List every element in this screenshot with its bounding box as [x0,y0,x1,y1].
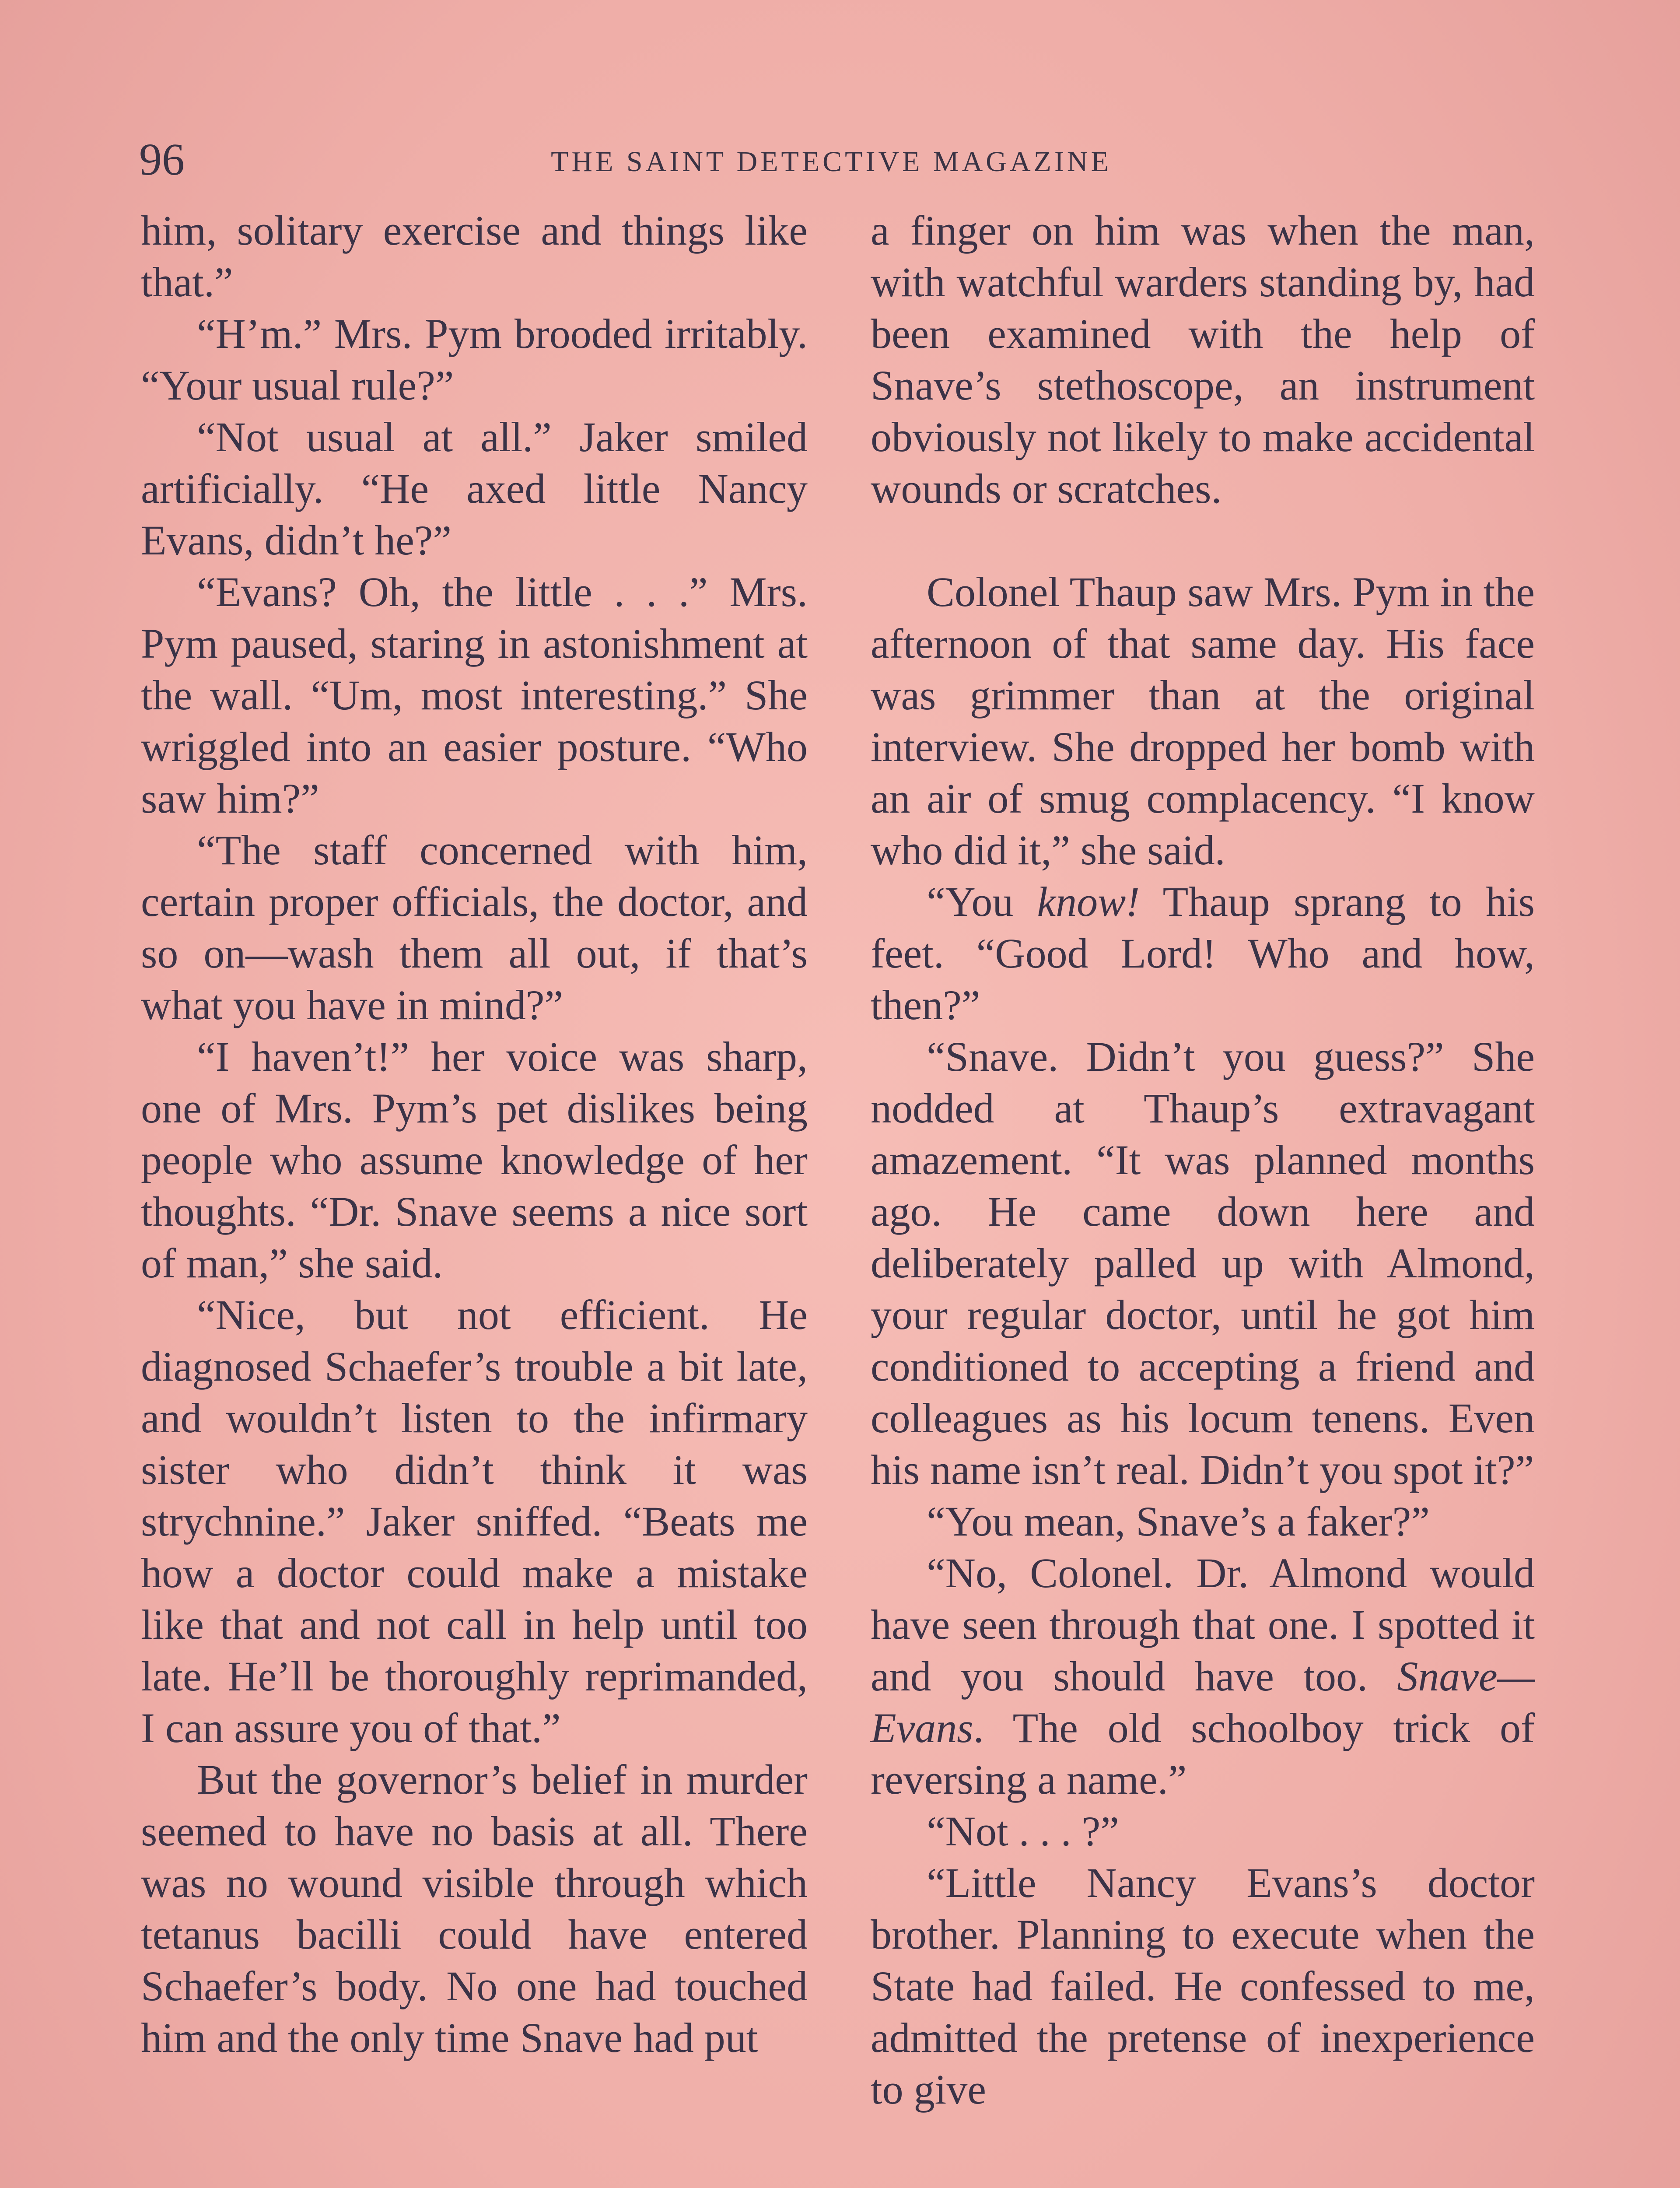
left-column [141,205,808,2064]
paragraph: “H’m.” Mrs. Pym brooded irritably. “Your usual rule?” [141,310,808,409]
paragraph: “Not . . . ?” [927,1808,1119,1855]
paragraph [871,1547,1535,1806]
page-number: 96 [139,134,185,185]
paragraph: “Evans? Oh, the little . . .” Mrs. Pym paused, staring in astonishment at the wall. “Um, most interesting.” She wriggled into an easier posture. “Who saw him?” [141,568,808,822]
running-title: THE SAINT DETECTIVE MAGAZINE [551,146,1112,178]
paragraph: Colonel Thaup saw Mrs. Pym in the afternoon of that same day. His face was grimmer than at the original interview. She dropped her bomb with an air of smug complacency. “I know who did it,” she said. [871,568,1535,873]
text-run: “No, Colonel. Dr. Almond would have seen through that one. I spotted it and you should have too. [871,1550,1535,1700]
italic-text: Snave—Evans [871,1653,1535,1751]
page-header [0,131,1680,188]
paragraph [871,876,1535,1031]
paragraph: “Nice, but not efficient. He diagnosed Schaefer’s trouble a bit late, and wouldn’t listen to the infirmary sister who didn’t think it was strychnine.” Jaker sniffed. “Beats me how a doctor could make a mistake like that and not call in help until too late. He’ll be thoroughly reprimanded, I can assure you of that.” [141,1291,808,1751]
paragraph: “You mean, Snave’s a faker?” [927,1498,1430,1545]
paragraph: “Snave. Didn’t you guess?” She nodded at Thaup’s extravagant amazement. “It was planned months ago. He came down here and deliberately palled up with Almond, your regular doctor, until he got him conditioned to accepting a friend and colleagues as his locum tenens. Even his name isn’t real. Didn’t you spot it?” [871,1033,1535,1493]
italic-text: know! [1037,878,1140,925]
paragraph: “Little Nancy Evans’s doctor brother. Planning to execute when the State had failed. He confessed to me, admitted the pretense of inexperience to give [871,1859,1535,2113]
paragraph: “The staff concerned with him, certain proper officials, the doctor, and so on—wash them all out, if that’s what you have in mind?” [141,827,808,1028]
paragraph: a finger on him was when the man, with watchful warders standing by, had been examined with the help of Snave’s stethoscope, an instrument obviously not likely to make accidental wounds or scratches. [871,207,1535,512]
paragraph: him, solitary exercise and things like that.” [141,207,808,305]
text-run: “You [927,878,1037,925]
right-column [871,205,1535,2115]
paragraph: “I haven’t!” her voice was sharp, one of Mrs. Pym’s pet dislikes being people who assume knowledge of her thoughts. “Dr. Snave seems a nice sort of man,” she said. [141,1033,808,1287]
paragraph: “Not usual at all.” Jaker smiled artificially. “He axed little Nancy Evans, didn’t he?” [141,414,808,564]
paragraph: But the governor’s belief in murder seemed to have no basis at all. There was no wound visible through which tetanus bacilli could have entered Schaefer’s body. No one had touched him and the only time Snave had put [141,1756,808,2061]
text-run: . The old schoolboy trick of reversing a name.” [871,1704,1535,1803]
text-run: Thaup sprang to his feet. “Good Lord! Who and how, then?” [871,878,1535,1028]
